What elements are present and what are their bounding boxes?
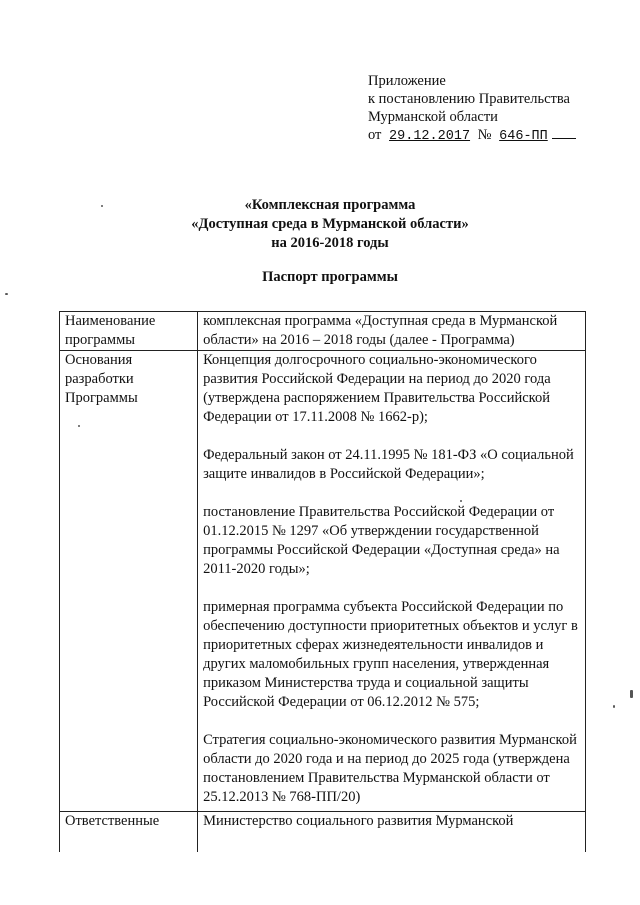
scan-speck (101, 205, 103, 207)
table-row (60, 312, 586, 351)
appendix-line-2: к постановлению Правительства (368, 91, 570, 107)
value-paragraph: Концепция долгосрочного социально-экономического развития Российской Федерации на период до 2020 года (утверждена распоряжением Правительства Российской Федерации от 17.11.2008 № 1662-р); (203, 352, 551, 425)
row-label: Ответственные (60, 812, 198, 853)
value-paragraph: Федеральный закон от 24.11.1995 № 181-ФЗ «О социальной защите инвалидов в Российской Федерации»; (203, 447, 574, 482)
scan-speck (613, 705, 615, 708)
appendix-line-3: Мурманской области (368, 109, 498, 125)
scan-speck (78, 425, 80, 427)
row-value (198, 351, 586, 812)
resolution-date: 29.12.2017 (389, 129, 471, 144)
table-row (60, 812, 586, 853)
resolution-number: 646-ПП (499, 129, 548, 144)
title-line-3: на 2016-2018 годы (271, 235, 389, 251)
passport-heading: Паспорт программы (262, 269, 398, 285)
passport-table (59, 311, 586, 852)
appendix-block (368, 72, 628, 146)
row-label: Основания разработки Программы (60, 351, 198, 812)
scan-speck (460, 500, 462, 502)
value-paragraph: Министерство социального развития Мурманской (203, 813, 514, 829)
program-title (60, 196, 600, 253)
row-label: Наименование программы (60, 312, 198, 351)
table-row (60, 351, 586, 812)
value-paragraph: комплексная программа «Доступная среда в Мурманской области» на 2016 – 2018 годы (далее - Программа) (203, 313, 558, 348)
number-underline (552, 138, 576, 139)
value-paragraph: Стратегия социально-экономического развития Мурманской области до 2020 года и на период до 2025 года (утверждена постановлением Правительства Мурманской области от 25.12.2013 № 768-ПП/20) (203, 732, 577, 805)
title-line-2: «Доступная среда в Мурманской области» (191, 216, 469, 232)
value-paragraph: примерная программа субъекта Российской Федерации по обеспечению доступности приоритетных объектов и услуг в приоритетных сферах жизнедеятельности инвалидов и других маломобильных групп населения, утвержденная приказом Министерства труда и социальной защиты Российской Федерации от 06.12.2012 № 575; (203, 599, 578, 710)
row-value (198, 312, 586, 351)
row-value (198, 812, 586, 853)
scan-speck (5, 293, 8, 295)
scan-speck (630, 690, 633, 698)
number-prefix: № (477, 127, 492, 143)
value-paragraph: постановление Правительства Российской Федерации от 01.12.2015 № 1297 «Об утверждении государственной программы Российской Федерации «Доступная среда» на 2011-2020 годы»; (203, 504, 560, 577)
title-line-1: «Комплексная программа (244, 197, 416, 213)
appendix-date-line (368, 126, 628, 146)
appendix-line-1: Приложение (368, 73, 446, 89)
date-prefix: от (368, 127, 382, 143)
